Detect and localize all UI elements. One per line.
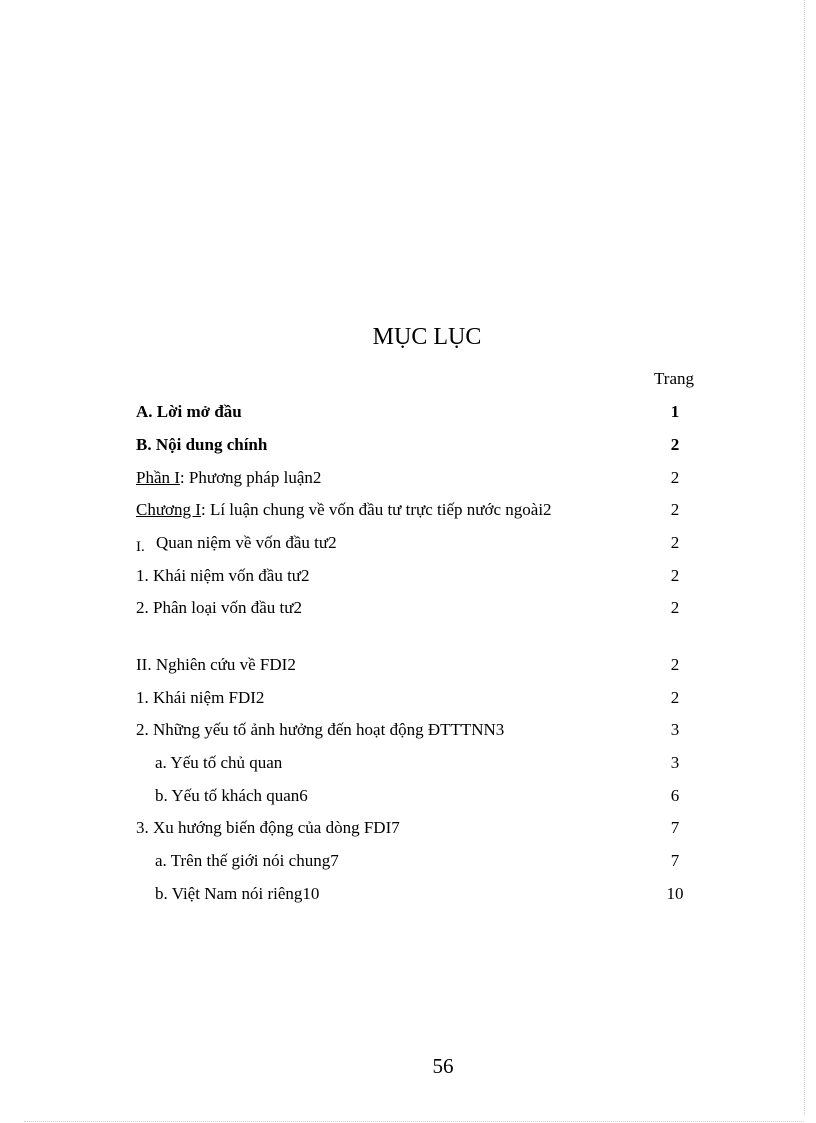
toc-entry-label: 1. Khái niệm vốn đầu tư2 (136, 566, 310, 585)
toc-entry-label: A. Lời mở đầu (136, 402, 242, 421)
toc-entry-text: : Lí luận chung về vốn đầu tư trực tiếp nước ngoài2 (200, 500, 552, 519)
toc-entry-2-2-b[interactable] (136, 784, 696, 808)
toc-entry-page: 7 (670, 818, 680, 837)
toc-entry-2-2[interactable] (136, 718, 696, 742)
toc-entry-chapter-1[interactable] (136, 498, 696, 522)
toc-entry-page: 2 (670, 500, 680, 519)
toc-entry-page: 2 (670, 688, 680, 707)
toc-entry-label: b. Việt Nam nói riêng10 (155, 884, 320, 903)
toc-entry-page: 2 (670, 533, 680, 552)
toc-entry-prefix: Chương I (136, 500, 201, 519)
toc-entry-page: 2 (670, 566, 680, 585)
toc-entry-label (136, 531, 337, 556)
toc-entry-section-2[interactable] (136, 653, 696, 677)
toc-entry-page: 2 (670, 435, 680, 454)
toc-entry-prefix: Phần I (136, 468, 180, 487)
toc-entry-2-2-a[interactable] (136, 751, 696, 775)
toc-entry-page: 7 (670, 851, 680, 870)
toc-entry-2-1[interactable] (136, 686, 696, 710)
toc-entry-label (136, 466, 321, 490)
toc-entry-2-3-a[interactable] (136, 849, 696, 873)
toc-entry-page: 6 (670, 786, 680, 805)
toc-entry-main-content[interactable] (136, 433, 696, 457)
toc-entry-label: 1. Khái niệm FDI2 (136, 688, 265, 707)
toc-entry-label: a. Trên thế giới nói chung7 (155, 851, 339, 870)
toc-entry-label (136, 498, 552, 522)
toc-entry-page: 2 (670, 655, 680, 674)
toc-entry-label: II. Nghiên cứu về FDI2 (136, 655, 296, 674)
toc-entry-2-3-b[interactable] (136, 882, 696, 906)
toc-entry-page: 2 (670, 468, 680, 487)
toc-entry-intro[interactable] (136, 400, 696, 424)
page-column-header: Trang (654, 369, 694, 388)
toc-entry-page: 1 (670, 402, 680, 421)
toc-entry-label: 3. Xu hướng biến động của dòng FDI7 (136, 818, 400, 837)
toc-entry-label: B. Nội dung chính (136, 435, 268, 454)
toc-entry-label: 2. Phân loại vốn đầu tư2 (136, 598, 302, 617)
toc-entry-page: 2 (670, 598, 680, 617)
toc-entry-text: : Phương pháp luận2 (179, 468, 322, 487)
toc-entry-label: 2. Những yếu tố ảnh hưởng đến hoạt động ĐTTTNN3 (136, 720, 505, 739)
toc-entry-prefix: I. (136, 539, 145, 555)
toc-entry-page: 3 (670, 753, 680, 772)
toc-entry-1-1[interactable] (136, 564, 696, 588)
page-number: 56 (432, 1054, 454, 1078)
toc-entry-part-1[interactable] (136, 466, 696, 490)
toc-entry-page: 3 (670, 720, 680, 739)
toc-entry-label: b. Yếu tố khách quan6 (155, 786, 308, 805)
toc-entry-label: a. Yếu tố chủ quan (155, 753, 283, 772)
toc-entry-text: Quan niệm về vốn đầu tư2 (156, 533, 337, 552)
toc-entry-1-2[interactable] (136, 596, 696, 620)
toc-entry-section-1[interactable] (136, 531, 696, 555)
page-title: MỤC LỤC (372, 324, 482, 350)
toc-entry-2-3[interactable] (136, 816, 696, 840)
toc-entry-page: 10 (666, 884, 684, 903)
